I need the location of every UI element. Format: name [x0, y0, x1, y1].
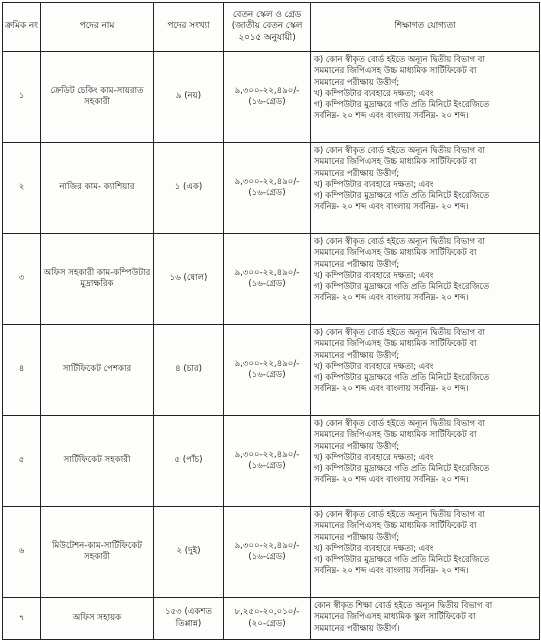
post-name-cell: মিউটেশন-কাম-সার্টিফিকেট সহকারী [41, 507, 154, 598]
qualification-line: খ) কম্পিউটার ব্যবহারে দক্ষতা; এবং [314, 178, 434, 189]
post-count-cell: ৪ (চার) [154, 325, 224, 416]
qualification-line: খ) কম্পিউটার ব্যবহারে দক্ষতা; এবং [314, 360, 434, 371]
header-row [3, 3, 540, 52]
post-name-cell: অফিস সহকারী কাম-কম্পিউটার মুদ্রাক্ষরিক [41, 234, 154, 325]
post-name-cell: নাজির কাম- ক্যাশিয়ার [41, 143, 154, 234]
qualification-line: সমমানের পরীক্ষায় উত্তীর্ণ। [314, 622, 400, 633]
qualification-line: গ) কম্পিউটার মুদ্রাক্ষরে গতি প্রতি মিনিটে ইংরেজিতে [314, 190, 490, 201]
table-header [3, 3, 540, 52]
qualification-line: সর্বনিম্ন- ২০ শব্দ এবং বাংলায় সর্বনিম্ন- ২০ শব্দ। [314, 565, 469, 576]
qualification-line: গ) কম্পিউটার মুদ্রাক্ষরে গতি প্রতি মিনিটে ইংরেজিতে [314, 99, 490, 110]
qualification-line: খ) কম্পিউটার ব্যবহারে দক্ষতা; এবং [314, 87, 434, 98]
pay-scale-cell: ৯,৩০০-২২,৪৯০/- (১৬-গ্রেড) [224, 143, 311, 234]
table-row [3, 598, 540, 640]
qualification-line: কোন স্বীকৃত শিক্ষা বোর্ড হইতে অন্যূন দ্বিতীয় বিভাগ বা [314, 600, 493, 610]
qualification-line: গ) কম্পিউটার মুদ্রাক্ষরে গতি প্রতি মিনিটে ইংরেজিতে [314, 281, 490, 292]
qualification-line: সর্বনিম্ন- ২০ শব্দ এবং বাংলায় সর্বনিম্ন- ২০ শব্দ। [314, 201, 469, 212]
pay-scale-cell: ৯,৩০০-২২,৪৯০/- (১৬-গ্রেড) [224, 234, 311, 325]
post-count-cell: ৯ (নয়) [154, 52, 224, 143]
qualification-line: ক) কোন স্বীকৃত বোর্ড হইতে অন্যূন দ্বিতীয় বিভাগ বা [314, 145, 485, 155]
pay-scale-cell: ৯,৩০০-২২,৪৯০/- (১৬-গ্রেড) [224, 507, 311, 598]
pay-scale-cell: ৯,৩০০-২২,৪৯০/- (১৬-গ্রেড) [224, 416, 311, 507]
post-name-cell: সার্টিফিকেট সহকারী [41, 416, 154, 507]
qualification-line: ক) কোন স্বীকৃত বোর্ড হইতে অন্যূন দ্বিতীয় বিভাগ বা [314, 54, 485, 64]
qualification-line: ক) কোন স্বীকৃত বোর্ড হইতে অন্যূন দ্বিতীয় বিভাগ বা [314, 509, 485, 519]
qualification-line: খ) কম্পিউটার ব্যবহারে দক্ষতা; এবং [314, 451, 434, 462]
qualification-line: সমমানের জিপিএসহ উচ্চ মাধ্যমিক সার্টিফিকেট বা [314, 247, 477, 258]
header-qualification: শিক্ষাগত যোগ্যতা [311, 3, 540, 52]
serial-cell: ২ [3, 143, 41, 234]
qualification-cell [311, 52, 540, 143]
qualification-line: সমমানের পরীক্ষায় উত্তীর্ণ; [314, 531, 400, 542]
table-row [3, 52, 540, 143]
qualification-line: সর্বনিম্ন- ২০ শব্দ এবং বাংলায় সর্বনিম্ন- ২০ শব্দ। [314, 383, 469, 394]
qualification-line: ক) কোন স্বীকৃত বোর্ড হইতে অন্যূন দ্বিতীয় বিভাগ বা [314, 327, 485, 337]
post-name-cell: ক্রেডিট চেকিং কাম-সায়রাত সহকারী [41, 52, 154, 143]
qualification-cell [311, 234, 540, 325]
post-name-cell: সার্টিফিকেট পেশকার [41, 325, 154, 416]
qualification-line: সমমানের জিপিএসহ উচ্চ মাধ্যমিক সার্টিফিকেট বা [314, 156, 477, 167]
qualification-line: সমমানের জিপিএসহ উচ্চ মাধ্যমিক সার্টিফিকেট বা [314, 429, 477, 440]
qualification-cell [311, 325, 540, 416]
serial-cell: ১ [3, 52, 41, 143]
serial-cell: ৬ [3, 507, 41, 598]
qualification-line: গ) কম্পিউটার মুদ্রাক্ষরে গতি প্রতি মিনিটে ইংরেজিতে [314, 554, 490, 565]
qualification-line: সমমানের পরীক্ষায় উত্তীর্ণ; [314, 76, 400, 87]
qualification-line: সমমানের জিপিএসহ মাধ্যমিক স্কুল সার্টিফিকেট বা [314, 611, 476, 622]
qualification-cell [311, 598, 540, 640]
serial-cell: ৩ [3, 234, 41, 325]
qualification-line: সমমানের পরীক্ষায় উত্তীর্ণ; [314, 258, 400, 269]
table-row [3, 507, 540, 598]
post-count-cell: ১৫৩ (একশত তিপ্পান্ন) [154, 598, 224, 640]
post-count-cell: ৫ (পাঁচ) [154, 416, 224, 507]
qualification-line: খ) কম্পিউটার ব্যবহারে দক্ষতা; এবং [314, 542, 434, 553]
qualification-line: সমমানের জিপিএসহ উচ্চ মাধ্যমিক সার্টিফিকেট বা [314, 65, 477, 76]
qualification-line: সমমানের পরীক্ষায় উত্তীর্ণ; [314, 349, 400, 360]
table-body [3, 52, 540, 640]
post-count-cell: ১ (এক) [154, 143, 224, 234]
qualification-line: গ) কম্পিউটার মুদ্রাক্ষরে গতি প্রতি মিনিটে ইংরেজিতে [314, 463, 490, 474]
pay-scale-cell: ৮,২৫০-২০,০১০/- (২০-গ্রেড) [224, 598, 311, 640]
header-post-count: পদের সংখ্যা [154, 3, 224, 52]
header-post-name: পদের নাম [41, 3, 154, 52]
qualification-line: সর্বনিম্ন- ২০ শব্দ এবং বাংলায় সর্বনিম্ন- ২০ শব্দ। [314, 110, 469, 121]
header-serial: ক্রমিক নং [3, 3, 41, 52]
qualification-line: ক) কোন স্বীকৃত বোর্ড হইতে অন্যূন দ্বিতীয় বিভাগ বা [314, 236, 485, 246]
serial-cell: ৪ [3, 325, 41, 416]
qualification-line: খ) কম্পিউটার ব্যবহারে দক্ষতা; এবং [314, 269, 434, 280]
table-row [3, 325, 540, 416]
qualification-cell [311, 507, 540, 598]
post-name-cell: অফিস সহায়ক [41, 598, 154, 640]
qualification-cell [311, 143, 540, 234]
serial-cell: ৭ [3, 598, 41, 640]
post-count-cell: ১৬ (ষোল) [154, 234, 224, 325]
qualification-line: ক) কোন স্বীকৃত বোর্ড হইতে অন্যূন দ্বিতীয় বিভাগ বা [314, 418, 485, 428]
qualification-line: গ) কম্পিউটার মুদ্রাক্ষরে গতি প্রতি মিনিটে ইংরেজিতে [314, 372, 490, 383]
pay-scale-cell: ৯,৩০০-২২,৪৯০/- (১৬-গ্রেড) [224, 325, 311, 416]
header-pay-scale: বেতন স্কেল ও গ্রেড (জাতীয় বেতন স্কেল ২০১৫ অনুযায়ী) [224, 3, 311, 52]
table-row [3, 234, 540, 325]
qualification-line: সর্বনিম্ন- ২০ শব্দ এবং বাংলায় সর্বনিম্ন- ২০ শব্দ। [314, 474, 469, 485]
qualification-cell [311, 416, 540, 507]
qualification-line: সমমানের জিপিএসহ উচ্চ মাধ্যমিক সার্টিফিকেট বা [314, 520, 477, 531]
qualification-line: সমমানের পরীক্ষায় উত্তীর্ণ; [314, 440, 400, 451]
table-row [3, 143, 540, 234]
qualification-line: সমমানের জিপিএসহ উচ্চ মাধ্যমিক সার্টিফিকেট বা [314, 338, 477, 349]
qualification-line: সর্বনিম্ন- ২০ শব্দ এবং বাংলায় সর্বনিম্ন- ২০ শব্দ। [314, 292, 469, 303]
post-count-cell: ২ (দুই) [154, 507, 224, 598]
vacancy-table [2, 2, 540, 640]
qualification-line: সমমানের পরীক্ষায় উত্তীর্ণ; [314, 167, 400, 178]
serial-cell: ৫ [3, 416, 41, 507]
table-row [3, 416, 540, 507]
pay-scale-cell: ৯,৩০০-২২,৪৯০/- (১৬-গ্রেড) [224, 52, 311, 143]
